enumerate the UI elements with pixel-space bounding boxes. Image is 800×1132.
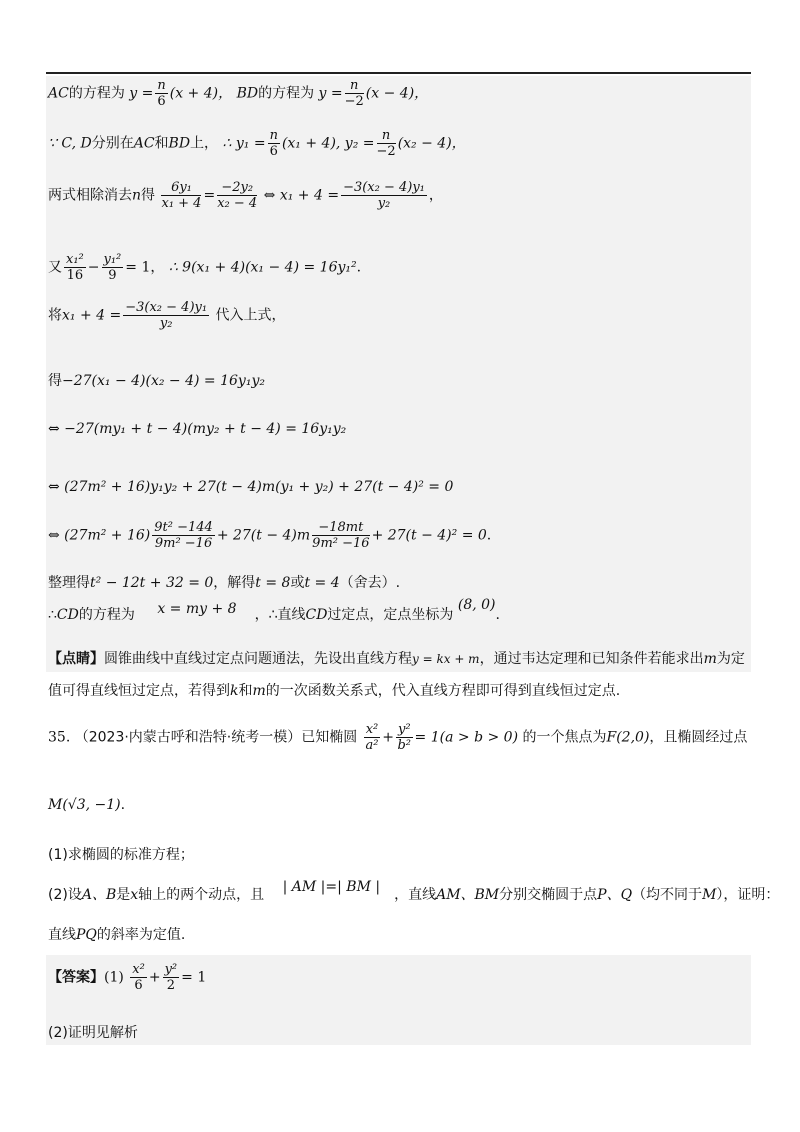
solution-line-1: AC的方程为 y = $\frac{n}{6}$ (x + 4)， BD的方程为 y = $\frac{n}{-2}$ (x − 4)， bbox=[48, 78, 429, 109]
solution-line-10: 整理得t² − 12t + 32 = 0，解得t = 8或t = 4（舍去）. bbox=[48, 575, 401, 591]
solution-line-2: ∵ C, D分别在AC和BD上， ∴ y₁ = $\frac{n}{6}$ (x₁ + 4), y₂ = $\frac{n}{-2}$ (x₂ − 4)， bbox=[48, 128, 466, 159]
top-rule bbox=[46, 72, 751, 74]
solution-line-7: ⇔ −27(my₁ + t − 4)(my₂ + t − 4) = 16y₁y₂ bbox=[48, 421, 347, 437]
solution-line-6: 得−27(x₁ − 4)(x₂ − 4) = 16y₁y₂ bbox=[48, 373, 265, 389]
comment-tag: 【点睛】 bbox=[48, 651, 104, 667]
solution-line-3: 两式相除消去n得 $\frac{\text{6y₁}}{\text{x₁ + 4}}$ = $\frac{\text{−2y₂}}{\text{x₂ − 4}}$ ⇔ x₁ + 4 = $\frac{\text{−3(x₂ − 4)y₁}}{\text{y₂}}$ ， bbox=[48, 180, 443, 211]
problem-35-point: M(√3, −1). bbox=[48, 797, 126, 813]
solution-line-5: 将x₁ + 4 = $\frac{\text{−3(x₂ − 4)y₁}}{\text{y₂}}$ 代入上式， bbox=[48, 300, 286, 331]
comment-line-2: 值可得直线恒过定点，若得到k和m的一次函数关系式，代入直线方程即可得到直线恒过定点. bbox=[48, 683, 621, 699]
answer-tag: 【答案】 bbox=[48, 969, 104, 986]
solution-line-11: ∴CD的方程为 x = my + 8 ，∴直线CD过定点，定点坐标为 (8, 0). bbox=[48, 597, 500, 623]
solution-line-8: ⇔ (27m² + 16)y₁y₂ + 27(t − 4)m(y₁ + y₂) + 27(t − 4)² = 0 bbox=[48, 479, 454, 495]
problem-35-q2: (2)设A、B是x轴上的两个动点，且 | AM |=| BM | ，直线AM、BM分别交椭圆于点P、Q（均不同于M），证明： bbox=[48, 879, 780, 903]
problem-35-stem: 35. （2023·内蒙古呼和浩特·统考一模）已知椭圆 $\frac{\text{x²}}{\text{a²}}$ + $\frac{\text{y²}}{\text{b²}}$ = 1(a > b > 0) 的一个焦点为F(2,0)，且椭圆经过点 bbox=[48, 722, 748, 753]
problem-35-q2-cont: 直线PQ的斜率为定值. bbox=[48, 927, 186, 943]
answer-line-1: 【答案】(1) $\frac{\text{x²}}{6}$ + $\frac{\text{y²}}{2}$ = 1 bbox=[48, 962, 207, 993]
solution-line-9: ⇔ (27m² + 16) $\frac{\text{9t² −144}}{\text{9m² −16}}$ + 27(t − 4)m $\frac{-18mt}{\text{9m² −16}}$ + 27(t − 4)² = 0. bbox=[48, 520, 492, 551]
comment-line-1: 【点睛】圆锥曲线中直线过定点问题通法，先设出直线方程y = kx + m，通过韦达定理和已知条件若能求出m为定 bbox=[48, 651, 745, 667]
solution-line-4: 又 $\frac{\text{x₁²}}{16}$ − $\frac{\text{y₁²}}{9}$ = 1， ∴ 9(x₁ + 4)(x₁ − 4) = 16y₁². bbox=[48, 252, 362, 283]
problem-35-q1: (1)求椭圆的标准方程； bbox=[48, 847, 194, 863]
answer-line-2: (2)证明见解析 bbox=[48, 1025, 138, 1041]
problem-number: 35. bbox=[48, 729, 71, 746]
